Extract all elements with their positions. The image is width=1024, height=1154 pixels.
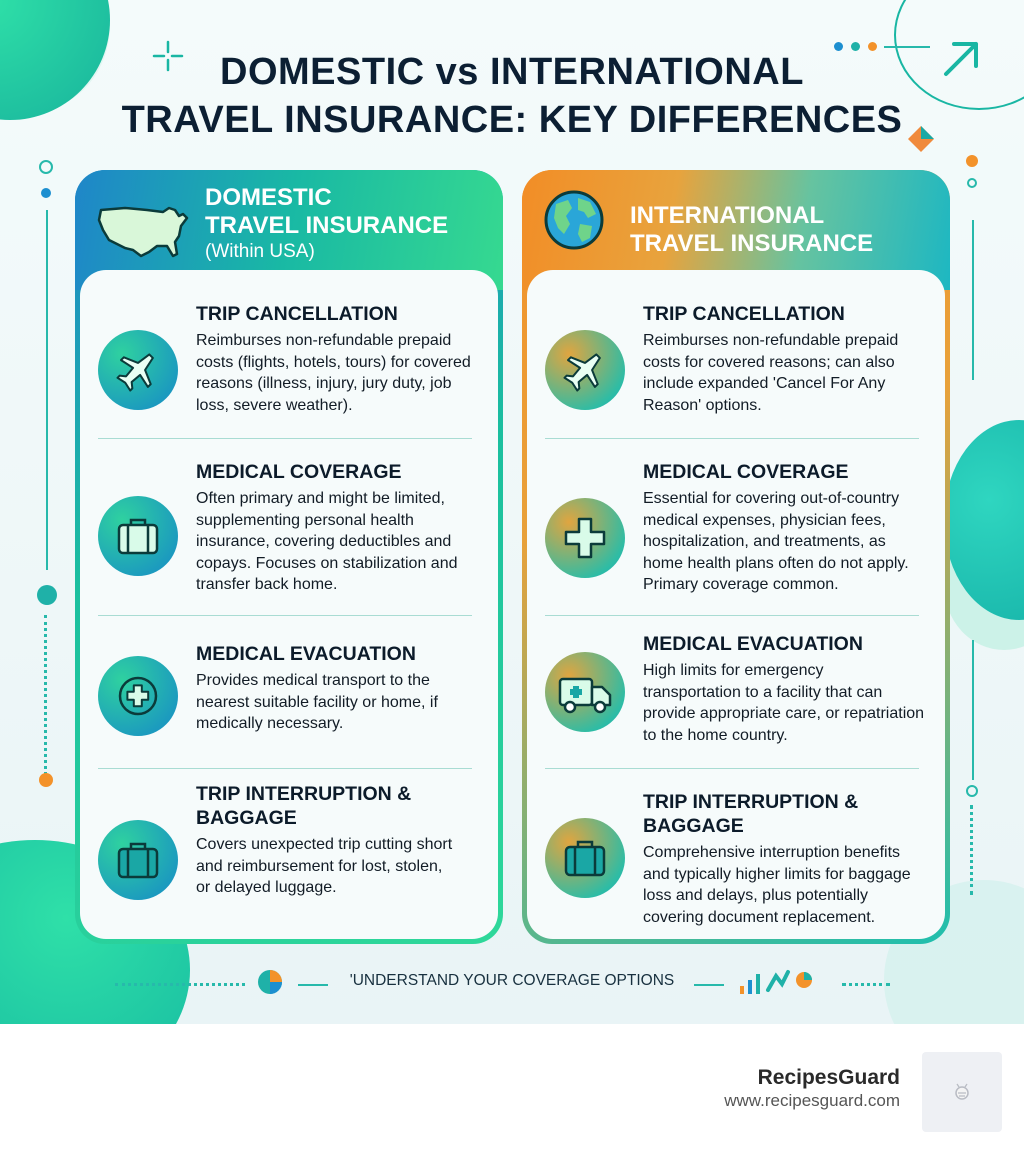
domestic-heading: TRAVEL INSURANCE [205, 212, 449, 239]
domestic-subheading: (Within USA) [205, 241, 315, 262]
coverage-description: High limits for emergency transportation to a facility that can provide appropriate care, or repatriation to the home country. [643, 662, 925, 744]
airplane-icon [98, 330, 178, 410]
decor-dot [39, 160, 53, 174]
coverage-description: Reimburses non-refundable prepaid costs (flights, hotels, tours) for covered reasons (illness, injury, jury duty, job loss, severe weather). [196, 332, 471, 414]
divider [545, 438, 919, 439]
coverage-item [98, 642, 478, 762]
decor-dot [967, 178, 977, 188]
coverage-title: TRIP CANCELLATION [643, 303, 845, 325]
decor-dots [44, 615, 47, 775]
decor-line [694, 984, 724, 986]
international-panel [522, 170, 950, 944]
brand-name: RecipesGuard [757, 1066, 900, 1089]
international-heading: TRAVEL INSURANCE [630, 230, 874, 257]
brand-logo [922, 1052, 1002, 1132]
coverage-item [98, 458, 478, 608]
coverage-description: Comprehensive interruption benefits and typically higher limits for baggage loss and delays, plus potentially covering document replacement. [643, 844, 911, 926]
decor-dot [966, 155, 978, 167]
divider [98, 615, 472, 616]
medical-cross-icon [545, 498, 625, 578]
bar-chart-icon [738, 966, 824, 996]
coverage-item [545, 300, 925, 430]
page-title [0, 48, 1024, 144]
globe-icon [542, 188, 606, 252]
coverage-title: TRIP CANCELLATION [196, 303, 398, 325]
coverage-title: TRIP INTERRUPTION & BAGGAGE [196, 783, 412, 829]
coverage-title: TRIP INTERRUPTION & BAGGAGE [643, 791, 859, 837]
decor-line [972, 640, 974, 780]
medical-cross-icon [98, 656, 178, 736]
coverage-description: Often primary and might be limited, supplementing personal health insurance, covering deductibles and copays. Focuses on stabilization and transfer back home. [196, 490, 458, 593]
coverage-item [98, 782, 478, 922]
decor-dot [41, 188, 51, 198]
coverage-title: MEDICAL COVERAGE [643, 461, 849, 483]
coverage-item [545, 790, 925, 926]
international-heading: INTERNATIONAL [630, 202, 825, 229]
coverage-description: Covers unexpected trip cutting short and reimbursement for lost, stolen, or delayed luggage. [196, 836, 453, 896]
coverage-item [545, 632, 925, 762]
decor-dots [842, 983, 890, 986]
divider [545, 768, 919, 769]
coverage-description: Provides medical transport to the nearest suitable facility or home, if medically necessary. [196, 672, 438, 732]
coverage-title: MEDICAL COVERAGE [196, 461, 402, 483]
divider [545, 615, 919, 616]
airplane-icon [545, 330, 625, 410]
decor-dot [37, 585, 57, 605]
divider [98, 438, 472, 439]
title-line: TRAVEL INSURANCE: KEY DIFFERENCES [121, 99, 903, 141]
domestic-heading: DOMESTIC [205, 184, 332, 211]
coverage-description: Essential for covering out-of-country medical expenses, physician fees, hospitalization, and treatments, as home health plans often do not apply. Primary coverage common. [643, 490, 909, 593]
ambulance-icon [545, 652, 625, 732]
coverage-item [545, 458, 925, 608]
title-line: DOMESTIC vs INTERNATIONAL [220, 51, 804, 93]
decor-dot [39, 773, 53, 787]
brand-url[interactable]: www.recipesguard.com [724, 1091, 900, 1110]
coverage-description: Reimburses non-refundable prepaid costs for covered reasons; can also include expanded 'Cancel For Any Reason' options. [643, 332, 899, 414]
decor-dots [970, 805, 973, 895]
decor-dot [966, 785, 978, 797]
usa-map-icon [95, 200, 191, 266]
decor-line [46, 210, 48, 570]
coverage-title: MEDICAL EVACUATION [196, 643, 416, 665]
suitcase-icon [545, 818, 625, 898]
domestic-panel-body [80, 270, 498, 939]
coverage-item [98, 300, 478, 430]
footer-tagline: 'UNDERSTAND YOUR COVERAGE OPTIONS [349, 972, 675, 989]
suitcase-icon [98, 496, 178, 576]
suitcase-icon [98, 820, 178, 900]
divider [98, 768, 472, 769]
decor-line [972, 220, 974, 380]
coverage-title: MEDICAL EVACUATION [643, 633, 863, 655]
international-panel-body [527, 270, 945, 939]
domestic-panel [75, 170, 503, 944]
bee-icon [951, 1081, 973, 1103]
